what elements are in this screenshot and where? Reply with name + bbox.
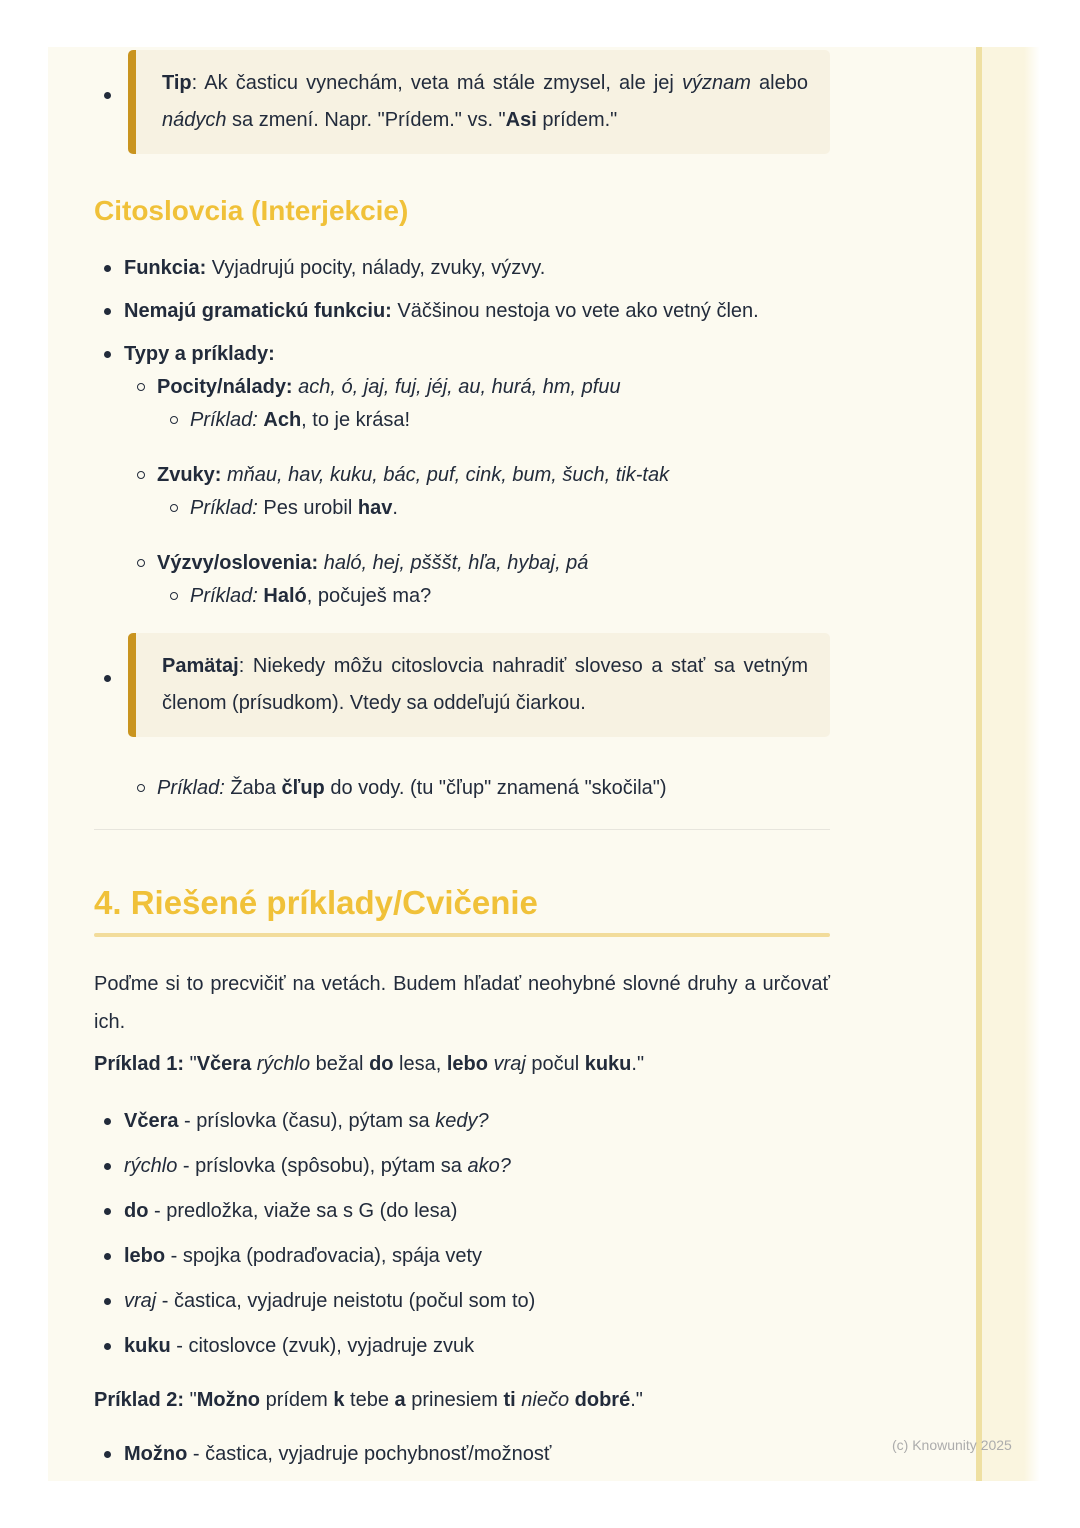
- list-item-text: Príklad: Haló, počuješ ma?: [190, 585, 432, 607]
- document-page: [48, 47, 976, 1481]
- list-item-zvuky: [94, 464, 830, 487]
- list-item-mozno: [94, 1443, 830, 1466]
- list-item-text: Pocity/nálady: ach, ó, jaj, fuj, jéj, au, hurá, hm, pfuu: [157, 376, 621, 398]
- list-item-text: Typy a príklady:: [124, 343, 275, 365]
- tip-callout-row: [94, 50, 830, 154]
- chapter-heading-riesene-priklady: 4. Riešené príklady/Cvičenie: [94, 884, 538, 921]
- bullet-dot-icon: [104, 1163, 111, 1170]
- bullet-circle-icon: [170, 416, 178, 424]
- list-item-vraj: [94, 1290, 830, 1313]
- bullet-circle-icon: [170, 592, 178, 600]
- tip-callout-box: [128, 50, 830, 154]
- bullet-dot-icon: [104, 1118, 111, 1125]
- pamataj-callout-text: Pamätaj: Niekedy môžu citoslovcia nahradiť sloveso a stať sa vetným členom (prísudkom). Vtedy sa oddeľujú čiarkou.: [162, 655, 808, 714]
- list-item-text: do - predložka, viaže sa s G (do lesa): [124, 1200, 458, 1222]
- list-item-vcera: [94, 1110, 830, 1133]
- list-item-do: [94, 1200, 830, 1223]
- list-item-typy: [94, 343, 830, 366]
- chapter-heading-underline: [94, 933, 830, 937]
- list-item-text: Výzvy/oslovenia: haló, hej, pšššt, hľa, hybaj, pá: [157, 552, 589, 574]
- list-item-text: Funkcia: Vyjadrujú pocity, nálady, zvuky, výzvy.: [124, 257, 546, 279]
- list-item-gramaticka-funkcia: [94, 300, 830, 323]
- list-item-kuku: [94, 1335, 830, 1358]
- bullet-dot-icon: [104, 351, 111, 358]
- next-page-edge-strip: [982, 47, 1040, 1481]
- list-item-text: rýchlo - príslovka (spôsobu), pýtam sa ako?: [124, 1155, 511, 1177]
- list-item-funkcia: [94, 257, 830, 280]
- bullet-dot-icon: [104, 92, 111, 99]
- bullet-dot-icon: [104, 1343, 111, 1350]
- list-item-text: Príklad: Žaba čľup do vody. (tu "čľup" znamená "skočila"): [157, 777, 667, 799]
- list-item-text: kuku - citoslovce (zvuk), vyjadruje zvuk: [124, 1335, 475, 1357]
- list-item-text: Nemajú gramatickú funkciu: Väčšinou nestoja vo vete ako vetný člen.: [124, 300, 759, 322]
- document-content: [94, 47, 830, 1466]
- list-item-text: Príklad: Pes urobil hav.: [190, 497, 398, 519]
- list-item-zaba-priklad: [94, 777, 830, 800]
- bullet-dot-icon: [104, 1451, 111, 1458]
- list-item-pocity: [94, 376, 830, 399]
- list-item-vyzvy: [94, 552, 830, 575]
- bullet-dot-icon: [104, 265, 111, 272]
- list-item-text: Možno - častica, vyjadruje pochybnosť/možnosť: [124, 1443, 552, 1465]
- bullet-dot-icon: [104, 1253, 111, 1260]
- bullet-circle-icon: [137, 784, 145, 792]
- list-item-lebo: [94, 1245, 830, 1268]
- bullet-dot-icon: [104, 1208, 111, 1215]
- example-2-sentence: Príklad 2: "Možno prídem k tebe a prinesiem ti niečo dobré.": [94, 1389, 643, 1411]
- bullet-circle-icon: [137, 559, 145, 567]
- exercises-intro: Poďme si to precvičiť na vetách. Budem hľadať neohybné slovné druhy a určovať ich.: [94, 973, 830, 1033]
- list-item-text: lebo - spojka (podraďovacia), spája vety: [124, 1245, 483, 1267]
- list-item-text: vraj - častica, vyjadruje neistotu (počul som to): [124, 1290, 536, 1312]
- pamataj-callout-box: [128, 633, 830, 737]
- list-item-text: Včera - príslovka (času), pýtam sa kedy?: [124, 1110, 489, 1132]
- tip-callout-text: Tip: Ak časticu vynechám, veta má stále zmysel, ale jej význam alebo nádych sa zmení. Napr. "Prídem." vs. "Asi prídem.": [162, 72, 808, 131]
- list-item-text: Príklad: Ach, to je krása!: [190, 409, 411, 431]
- bullet-dot-icon: [104, 308, 111, 315]
- bullet-circle-icon: [137, 383, 145, 391]
- example-1-sentence: Príklad 1: "Včera rýchlo bežal do lesa, lebo vraj počul kuku.": [94, 1053, 645, 1075]
- list-item-rychlo: [94, 1155, 830, 1178]
- list-item-vyzvy-priklad: [94, 585, 830, 608]
- bullet-dot-icon: [104, 675, 111, 682]
- list-item-pocity-priklad: [94, 409, 830, 432]
- example-1-analysis-list: [94, 1110, 830, 1358]
- bullet-circle-icon: [170, 504, 178, 512]
- list-item-zvuky-priklad: [94, 497, 830, 520]
- section-divider: [94, 829, 830, 830]
- bullet-circle-icon: [137, 471, 145, 479]
- list-item-text: Zvuky: mňau, hav, kuku, bác, puf, cink, bum, šuch, tik-tak: [157, 464, 670, 486]
- knowunity-watermark: (c) Knowunity 2025: [892, 1437, 1012, 1453]
- section-heading-citoslovcia: Citoslovcia (Interjekcie): [94, 195, 409, 226]
- bullet-dot-icon: [104, 1298, 111, 1305]
- pamataj-callout-row: [94, 633, 830, 737]
